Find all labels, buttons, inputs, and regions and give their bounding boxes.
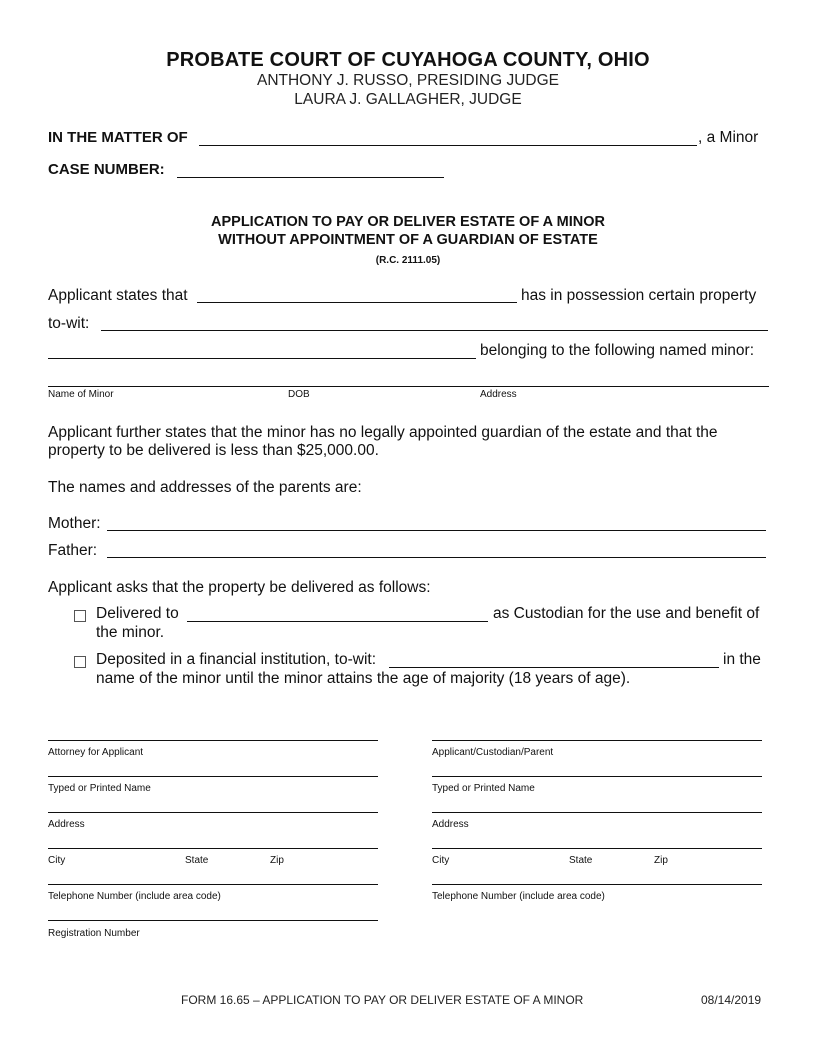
attorney-address-field[interactable]: [48, 812, 378, 813]
applicant-states-label: Applicant states that: [48, 287, 188, 304]
col-address: Address: [480, 389, 517, 400]
the-minor-text: the minor.: [96, 624, 165, 641]
applicant-signature-field[interactable]: [432, 740, 762, 741]
applicant-phone-label: Telephone Number (include area code): [432, 891, 605, 902]
applicant-phone-field[interactable]: [432, 884, 762, 885]
in-the-text: in the: [723, 651, 761, 668]
attorney-state-label: State: [185, 855, 209, 866]
form-title-line2: WITHOUT APPOINTMENT OF A GUARDIAN OF ESTATE: [218, 232, 598, 248]
judge: LAURA J. GALLAGHER, JUDGE: [294, 91, 522, 108]
applicant-zip-label: Zip: [654, 855, 668, 866]
father-label: Father:: [48, 542, 98, 559]
statute-reference: (R.C. 2111.05): [375, 255, 441, 266]
option-deposited-text: Deposited in a financial institution, to-wit:: [96, 651, 377, 668]
minor-suffix: , a Minor: [698, 129, 759, 146]
custodian-name-field[interactable]: [187, 621, 488, 622]
attorney-address-label: Address: [48, 819, 85, 830]
property-field-1[interactable]: [101, 330, 768, 331]
applicant-name-field[interactable]: [197, 302, 517, 303]
property-field-2[interactable]: [48, 358, 476, 359]
attorney-label: Attorney for Applicant: [48, 747, 144, 758]
applicant-state-label: State: [569, 855, 593, 866]
belonging-text: belonging to the following named minor:: [480, 342, 755, 359]
attorney-phone-field[interactable]: [48, 884, 378, 885]
col-dob: DOB: [288, 389, 310, 400]
option-delivered-checkbox[interactable]: [74, 610, 86, 622]
further-states-line2: property to be delivered is less than $25,000.00.: [48, 442, 379, 459]
mother-field[interactable]: [107, 530, 766, 531]
case-number-label: CASE NUMBER:: [48, 161, 165, 178]
attorney-typed-label: Typed or Printed Name: [48, 783, 151, 794]
applicant-label: Applicant/Custodian/Parent: [432, 747, 554, 758]
has-possession-text: has in possession certain property: [521, 287, 757, 304]
col-name-of-minor: Name of Minor: [48, 389, 114, 400]
registration-label: Registration Number: [48, 928, 140, 939]
minor-name-field[interactable]: [199, 145, 697, 146]
case-number-field[interactable]: [177, 177, 444, 178]
minor-info-field[interactable]: [48, 386, 769, 387]
option-delivered-text: Delivered to: [96, 605, 179, 622]
asks-text: Applicant asks that the property be delivered as follows:: [48, 579, 431, 596]
registration-number-field[interactable]: [48, 920, 378, 921]
further-states-line1: Applicant further states that the minor has no legally appointed guardian of the estate and that the: [48, 424, 718, 441]
applicant-typed-name-field[interactable]: [432, 776, 762, 777]
custodian-text: as Custodian for the use and benefit of: [493, 605, 760, 622]
applicant-address-field[interactable]: [432, 812, 762, 813]
presiding-judge: ANTHONY J. RUSSO, PRESIDING JUDGE: [256, 72, 559, 89]
majority-text: name of the minor until the minor attains the age of majority (18 years of age).: [96, 670, 631, 687]
financial-institution-field[interactable]: [389, 667, 719, 668]
attorney-city-field[interactable]: [48, 848, 378, 849]
attorney-city-label: City: [48, 855, 66, 866]
to-wit-label: to-wit:: [48, 315, 90, 332]
father-field[interactable]: [107, 557, 766, 558]
court-name: PROBATE COURT OF CUYAHOGA COUNTY, OHIO: [166, 49, 650, 71]
matter-label: IN THE MATTER OF: [48, 129, 188, 146]
option-deposited-checkbox[interactable]: [74, 656, 86, 668]
form-title-line1: APPLICATION TO PAY OR DELIVER ESTATE OF A MINOR: [211, 214, 605, 230]
form-revision-date: 08/14/2019: [701, 993, 762, 1007]
applicant-city-label: City: [432, 855, 450, 866]
attorney-zip-label: Zip: [270, 855, 284, 866]
applicant-city-field[interactable]: [432, 848, 762, 849]
attorney-phone-label: Telephone Number (include area code): [48, 891, 221, 902]
parents-intro: The names and addresses of the parents are:: [48, 479, 362, 496]
applicant-typed-label: Typed or Printed Name: [432, 783, 535, 794]
applicant-address-label: Address: [432, 819, 469, 830]
attorney-signature-field[interactable]: [48, 740, 378, 741]
mother-label: Mother:: [48, 515, 101, 532]
attorney-typed-name-field[interactable]: [48, 776, 378, 777]
form-footer: FORM 16.65 – APPLICATION TO PAY OR DELIVER ESTATE OF A MINOR: [181, 993, 584, 1007]
